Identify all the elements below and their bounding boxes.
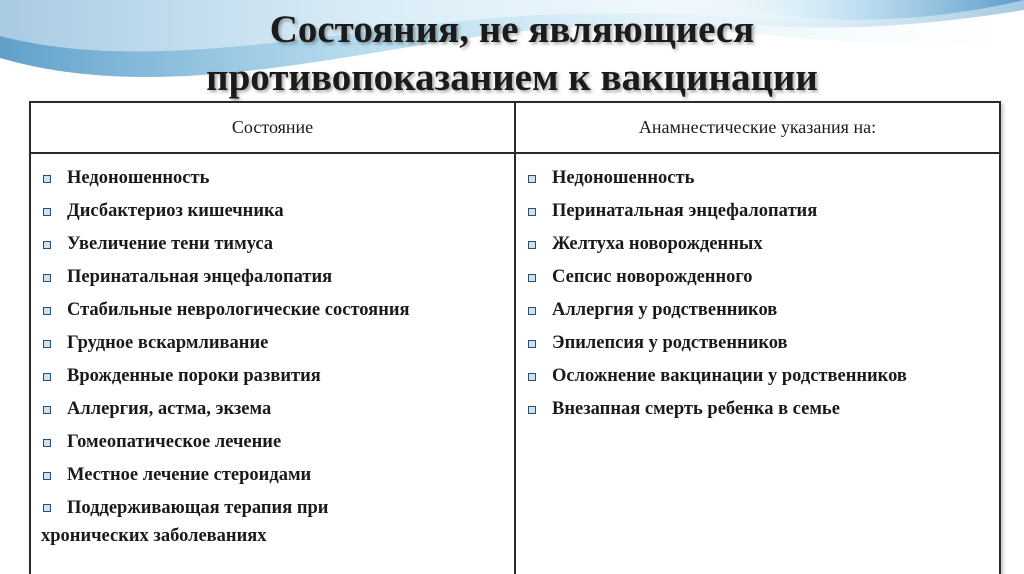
square-bullet-icon <box>43 439 51 447</box>
list-item-text: Сепсис новорожденного <box>552 267 753 287</box>
list-item <box>41 459 514 492</box>
list-item <box>41 228 514 261</box>
list-item <box>41 426 514 459</box>
list-item <box>526 360 999 393</box>
list-item <box>41 195 514 228</box>
list-item <box>41 327 514 360</box>
list-item <box>526 327 999 360</box>
square-bullet-icon <box>43 340 51 348</box>
square-bullet-icon <box>43 307 51 315</box>
square-bullet-icon <box>528 208 536 216</box>
square-bullet-icon <box>528 307 536 315</box>
list-item-text-line2: хронических заболеваниях <box>41 526 267 546</box>
column-header-condition: Состояние <box>30 102 515 153</box>
conditions-cell <box>30 153 515 574</box>
list-item <box>41 492 514 550</box>
square-bullet-icon <box>43 208 51 216</box>
square-bullet-icon <box>43 175 51 183</box>
square-bullet-icon <box>43 504 51 512</box>
square-bullet-icon <box>43 373 51 381</box>
list-item <box>41 393 514 426</box>
square-bullet-icon <box>528 241 536 249</box>
list-item-text: Перинатальная энцефалопатия <box>67 267 333 287</box>
square-bullet-icon <box>528 340 536 348</box>
list-item <box>41 294 514 327</box>
page-title-line2: противопоказанием к вакцинации <box>206 56 818 99</box>
list-item-text: Грудное вскармливание <box>67 333 269 353</box>
column-header-anamnesis: Анамнестические указания на: <box>515 102 1000 153</box>
square-bullet-icon <box>43 406 51 414</box>
list-item-text: Аллергия, астма, экзема <box>67 399 272 419</box>
conditions-list <box>31 162 514 550</box>
list-item-text: Увеличение тени тимуса <box>67 234 274 254</box>
list-item-text-line1: Поддерживающая терапия при <box>67 498 329 518</box>
page-title <box>0 6 1024 102</box>
list-item <box>526 261 999 294</box>
list-item <box>526 162 999 195</box>
list-item-text: Внезапная смерть ребенка в семье <box>552 399 840 419</box>
list-item-text: Желтуха новорожденных <box>552 234 763 254</box>
list-item-text: Местное лечение стероидами <box>67 465 312 485</box>
anamnesis-list <box>516 162 999 426</box>
list-item-text: Недоношенность <box>552 168 695 188</box>
list-item <box>41 162 514 195</box>
anamnesis-cell <box>515 153 1000 574</box>
list-item <box>41 360 514 393</box>
list-item-text: Перинатальная энцефалопатия <box>552 201 818 221</box>
list-item-text: Дисбактериоз кишечника <box>67 201 284 221</box>
list-item-text: Осложнение вакцинации у родственников <box>552 366 907 386</box>
conditions-table <box>29 101 1001 574</box>
square-bullet-icon <box>43 241 51 249</box>
square-bullet-icon <box>43 472 51 480</box>
table-body-row <box>30 153 1000 574</box>
square-bullet-icon <box>528 274 536 282</box>
page-title-line1: Состояния, не являющиеся <box>269 8 755 51</box>
list-item-text: Стабильные неврологические состояния <box>67 300 410 320</box>
list-item-text: Аллергия у родственников <box>552 300 778 320</box>
list-item <box>526 195 999 228</box>
list-item <box>41 261 514 294</box>
list-item-text: Недоношенность <box>67 168 210 188</box>
square-bullet-icon <box>43 274 51 282</box>
list-item <box>526 228 999 261</box>
list-item <box>526 294 999 327</box>
list-item-text: Эпилепсия у родственников <box>552 333 788 353</box>
square-bullet-icon <box>528 406 536 414</box>
square-bullet-icon <box>528 175 536 183</box>
table-header-row <box>30 102 1000 153</box>
list-item-text: Гомеопатическое лечение <box>67 432 282 452</box>
list-item <box>526 393 999 426</box>
list-item-text: Врожденные пороки развития <box>67 366 321 386</box>
square-bullet-icon <box>528 373 536 381</box>
